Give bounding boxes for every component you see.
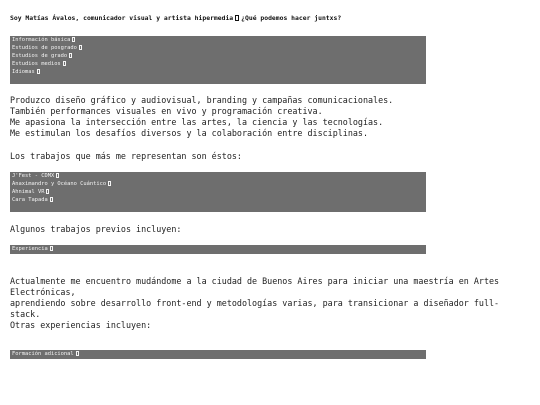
expand-glyph-icon: [79, 45, 82, 50]
current-line: aprendiendo sobre desarrollo front-end y metodologías varias, para transicionar a diseñador full-stack.: [10, 298, 500, 319]
works-intro: [10, 151, 510, 162]
menu-item-languages[interactable]: [12, 68, 424, 76]
experience-menu: [10, 245, 426, 254]
intro-line: También performances visuales en vivo y programación creativa.: [10, 106, 323, 116]
menu-item-anaximandro[interactable]: [12, 180, 424, 188]
page-title: [10, 14, 341, 22]
menu-item-label: J'Fest - CDMX: [12, 173, 55, 179]
expand-glyph-icon: [69, 53, 72, 58]
intro-line: Me apasiona la intersección entre las artes, la ciencia y las tecnologías.: [10, 117, 384, 127]
menu-item-label: Cara Tapada: [12, 197, 48, 203]
menu-item-label: Estudios de grado: [12, 53, 68, 59]
menu-item-jfest[interactable]: [12, 172, 424, 180]
current-line: Otras experiencias incluyen:: [10, 320, 152, 330]
menu-item-label: Anaximandro y Océano Cuántico: [12, 181, 107, 187]
additional-training-menu: [10, 350, 426, 359]
menu-item-basic-info[interactable]: [12, 36, 424, 44]
intro-line: Produzco diseño gráfico y audiovisual, branding y campañas comunicacionales.: [10, 95, 394, 105]
menu-item-label: Formación adicional: [12, 351, 74, 357]
expand-glyph-icon: [46, 189, 49, 194]
education-menu: [10, 36, 426, 84]
menu-item-undergrad[interactable]: [12, 52, 424, 60]
menu-item-label: Estudios medios: [12, 61, 61, 67]
previous-intro: [10, 224, 510, 235]
expand-glyph-icon: [50, 197, 53, 202]
expand-glyph-icon: [76, 351, 79, 356]
works-menu: [10, 172, 426, 212]
intro-line: Me estimulan los desafíos diversos y la colaboración entre disciplinas.: [10, 128, 368, 138]
works-intro-text: Los trabajos que más me representan son éstos:: [10, 151, 242, 161]
expand-glyph-icon: [37, 69, 40, 74]
menu-item-additional-training[interactable]: [12, 350, 424, 358]
menu-item-secondary[interactable]: [12, 60, 424, 68]
menu-item-ahnimal-vr[interactable]: [12, 188, 424, 196]
expand-glyph-icon: [63, 61, 66, 66]
current-paragraph: [10, 276, 510, 331]
expand-glyph-icon: [72, 37, 75, 42]
missing-glyph-icon: [235, 15, 239, 21]
title-question: ¿Qué podemos hacer juntxs?: [241, 14, 342, 22]
menu-item-label: Estudios de posgrado: [12, 45, 77, 51]
title-text: Soy Matías Ávalos, comunicador visual y artista hipermedia: [10, 14, 234, 22]
expand-glyph-icon: [50, 246, 53, 251]
menu-item-label: Información básica: [12, 37, 71, 43]
current-line: Actualmente me encuentro mudándome a la ciudad de Buenos Aires para iniciar una maestría en Artes Electrónicas,: [10, 276, 500, 297]
menu-item-label: Experiencia: [12, 246, 48, 252]
previous-intro-text: Algunos trabajos previos incluyen:: [10, 224, 182, 234]
menu-item-label: Idiomas: [12, 69, 35, 75]
expand-glyph-icon: [108, 181, 111, 186]
menu-item-experience[interactable]: [12, 245, 424, 253]
menu-item-postgrad[interactable]: [12, 44, 424, 52]
menu-item-cara-tapada[interactable]: [12, 196, 424, 204]
intro-paragraph: [10, 95, 510, 139]
menu-item-label: Ahnimal VR: [12, 189, 45, 195]
expand-glyph-icon: [56, 173, 59, 178]
